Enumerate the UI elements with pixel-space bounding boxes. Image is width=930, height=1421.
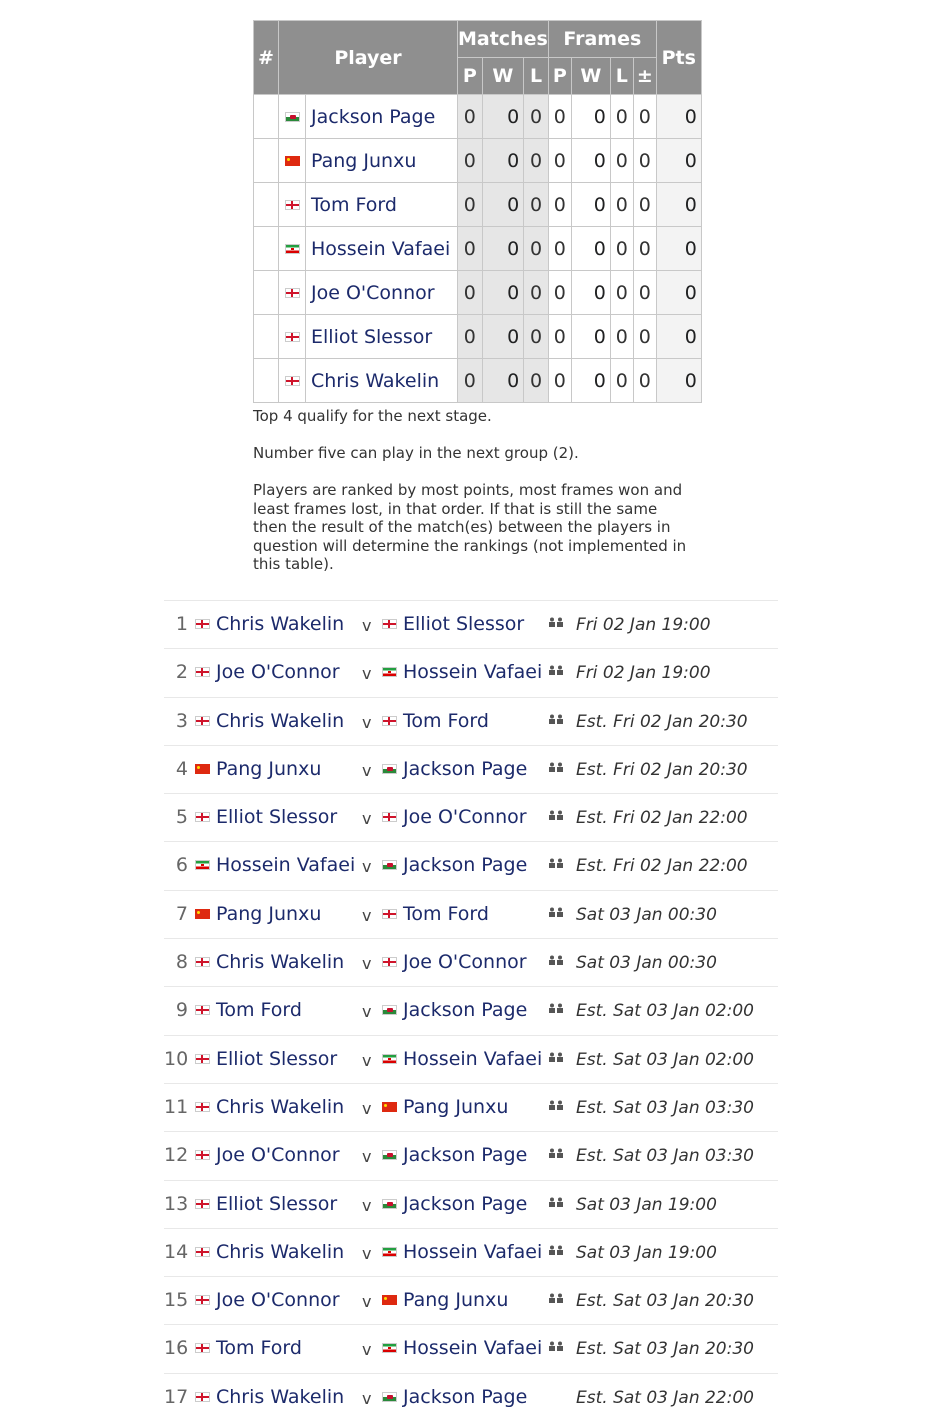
england-flag-icon — [195, 667, 210, 677]
matches-played-cell: 0 — [458, 359, 483, 403]
player-one-link[interactable]: Elliot Slessor — [216, 1192, 338, 1215]
head-to-head-icon[interactable] — [548, 1100, 564, 1113]
standings-row — [254, 139, 702, 183]
frames-diff-cell: 0 — [633, 95, 656, 139]
match-time: Sat 03 Jan 00:30 — [576, 953, 717, 974]
match-row — [164, 890, 778, 938]
head-to-head-icon[interactable] — [548, 955, 564, 968]
match-time: Est. Fri 02 Jan 20:30 — [576, 711, 748, 732]
rank-cell — [254, 227, 279, 271]
head-to-head-icon[interactable] — [548, 1197, 564, 1210]
rank-cell — [254, 183, 279, 227]
frames-diff-cell: 0 — [633, 227, 656, 271]
matches-won-cell: 0 — [482, 315, 524, 359]
match-time: Est. Sat 03 Jan 02:00 — [576, 1049, 754, 1070]
iran-flag-icon — [382, 1054, 397, 1064]
head-to-head-icon[interactable] — [548, 714, 564, 727]
player-two-link[interactable]: Hossein Vafaei — [403, 661, 543, 684]
points-cell: 0 — [656, 359, 701, 403]
iran-flag-icon — [382, 1247, 397, 1257]
match-number: 17 — [164, 1385, 189, 1408]
versus-label: v — [362, 1002, 372, 1022]
frames-played-cell: 0 — [548, 183, 571, 227]
frames-played-cell: 0 — [548, 359, 571, 403]
header-matches-lost: L — [524, 58, 549, 95]
player-two-link[interactable]: Hossein Vafaei — [403, 1047, 543, 1070]
points-cell: 0 — [656, 95, 701, 139]
flag-cell — [279, 95, 306, 139]
rank-cell — [254, 359, 279, 403]
england-flag-icon — [195, 1005, 210, 1015]
versus-label: v — [362, 616, 372, 635]
frames-diff-cell: 0 — [633, 139, 656, 183]
versus-label: v — [362, 1340, 372, 1360]
player-one-link[interactable]: Elliot Slessor — [216, 1047, 338, 1070]
frames-won-cell: 0 — [571, 95, 610, 139]
china-flag-icon — [195, 909, 210, 919]
match-row — [164, 745, 778, 793]
match-time: Sat 03 Jan 00:30 — [576, 904, 717, 925]
rank-cell — [254, 315, 279, 359]
match-number: 15 — [164, 1289, 189, 1312]
player-two-link[interactable]: Hossein Vafaei — [403, 1337, 543, 1360]
match-number: 9 — [175, 999, 188, 1022]
versus-label: v — [362, 1388, 372, 1408]
note-next-group: Number five can play in the next group (2). — [253, 444, 579, 462]
standings-row — [254, 227, 702, 271]
match-number: 1 — [175, 613, 188, 635]
frames-played-cell: 0 — [548, 271, 571, 315]
player-one-link[interactable]: Joe O'Connor — [216, 1144, 340, 1167]
match-number: 16 — [164, 1337, 189, 1360]
frames-diff-cell: 0 — [633, 359, 656, 403]
match-row — [164, 793, 778, 841]
matches-lost-cell: 0 — [524, 139, 549, 183]
player-two-link[interactable]: Elliot Slessor — [403, 613, 525, 635]
matches-played-cell: 0 — [458, 183, 483, 227]
points-cell: 0 — [656, 183, 701, 227]
frames-played-cell: 0 — [548, 315, 571, 359]
rank-cell — [254, 139, 279, 183]
versus-label: v — [362, 905, 372, 925]
frames-lost-cell: 0 — [610, 315, 633, 359]
match-row — [164, 600, 778, 648]
header-frames-played: P — [548, 58, 571, 95]
player-name-link[interactable]: Chris Wakelin — [306, 359, 458, 403]
england-flag-icon — [195, 619, 210, 629]
header-matches-won: W — [482, 58, 524, 95]
match-time: Est. Sat 03 Jan 20:30 — [576, 1339, 754, 1360]
versus-label: v — [362, 1147, 372, 1167]
flag-cell — [279, 315, 306, 359]
match-time: Est. Fri 02 Jan 22:00 — [576, 856, 748, 877]
match-number: 8 — [175, 951, 188, 974]
england-flag-icon — [285, 376, 300, 386]
player-one-link[interactable]: Chris Wakelin — [216, 1240, 345, 1263]
standings-row — [254, 315, 702, 359]
versus-label: v — [362, 954, 372, 974]
points-cell: 0 — [656, 271, 701, 315]
wales-flag-icon — [382, 1005, 397, 1015]
match-number: 11 — [164, 1095, 189, 1118]
header-rank: # — [254, 21, 279, 95]
standings-row — [254, 359, 702, 403]
head-to-head-icon[interactable] — [548, 617, 564, 630]
player-name-link[interactable]: Jackson Page — [306, 95, 458, 139]
header-matches-played: P — [458, 58, 483, 95]
player-name-link[interactable]: Tom Ford — [306, 183, 458, 227]
rank-cell — [254, 271, 279, 315]
match-number: 13 — [164, 1192, 189, 1215]
matches-won-cell: 0 — [482, 271, 524, 315]
england-flag-icon — [382, 619, 397, 629]
player-one-link[interactable]: Joe O'Connor — [216, 661, 340, 684]
match-row — [164, 1276, 778, 1324]
head-to-head-icon[interactable] — [548, 1293, 564, 1306]
china-flag-icon — [285, 156, 300, 166]
match-time: Fri 02 Jan 19:00 — [576, 615, 711, 635]
england-flag-icon — [382, 909, 397, 919]
england-flag-icon — [285, 288, 300, 298]
versus-label: v — [362, 1195, 372, 1215]
versus-label: v — [362, 712, 372, 732]
match-row — [164, 1180, 778, 1228]
header-frames-diff: ± — [633, 58, 656, 95]
match-time: Est. Fri 02 Jan 22:00 — [576, 808, 748, 829]
frames-lost-cell: 0 — [610, 271, 633, 315]
wales-flag-icon — [285, 112, 300, 122]
england-flag-icon — [195, 1150, 210, 1160]
match-number: 7 — [175, 902, 188, 925]
head-to-head-icon[interactable] — [548, 762, 564, 775]
standings-row — [254, 271, 702, 315]
england-flag-icon — [195, 1102, 210, 1112]
england-flag-icon — [195, 812, 210, 822]
frames-won-cell: 0 — [571, 227, 610, 271]
match-row — [164, 648, 778, 696]
match-row — [164, 938, 778, 986]
match-row — [164, 697, 778, 745]
england-flag-icon — [382, 716, 397, 726]
matches-played-cell: 0 — [458, 139, 483, 183]
matches-lost-cell: 0 — [524, 95, 549, 139]
england-flag-icon — [285, 200, 300, 210]
frames-lost-cell: 0 — [610, 227, 633, 271]
match-time: Sat 03 Jan 19:00 — [576, 1242, 717, 1263]
match-number: 6 — [175, 854, 188, 877]
iran-flag-icon — [382, 1343, 397, 1353]
player-two-link[interactable]: Jackson Page — [403, 1385, 528, 1408]
player-one-link[interactable]: Hossein Vafaei — [216, 854, 356, 877]
player-two-link[interactable]: Jackson Page — [403, 999, 528, 1022]
frames-won-cell: 0 — [571, 139, 610, 183]
match-number: 14 — [164, 1240, 189, 1263]
versus-label: v — [362, 857, 372, 877]
player-one-link[interactable]: Chris Wakelin — [216, 709, 345, 732]
iran-flag-icon — [195, 860, 210, 870]
match-time: Est. Fri 02 Jan 20:30 — [576, 759, 748, 780]
frames-lost-cell: 0 — [610, 183, 633, 227]
china-flag-icon — [382, 1295, 397, 1305]
matches-played-cell: 0 — [458, 227, 483, 271]
matches-won-cell: 0 — [482, 95, 524, 139]
player-one-link[interactable]: Chris Wakelin — [216, 1095, 345, 1118]
head-to-head-icon[interactable] — [548, 858, 564, 871]
head-to-head-icon[interactable] — [548, 907, 564, 920]
player-one-link[interactable]: Elliot Slessor — [216, 806, 338, 829]
frames-won-cell: 0 — [571, 271, 610, 315]
wales-flag-icon — [382, 1199, 397, 1209]
match-number: 4 — [175, 757, 188, 780]
player-two-link[interactable]: Hossein Vafaei — [403, 1240, 543, 1263]
match-row — [164, 1035, 778, 1083]
china-flag-icon — [195, 764, 210, 774]
frames-lost-cell: 0 — [610, 359, 633, 403]
head-to-head-icon[interactable] — [548, 1003, 564, 1016]
flag-cell — [279, 183, 306, 227]
player-name-link[interactable]: Elliot Slessor — [306, 315, 458, 359]
england-flag-icon — [195, 1247, 210, 1257]
england-flag-icon — [195, 1343, 210, 1353]
header-matches: Matches — [458, 21, 549, 58]
matches-played-cell: 0 — [458, 95, 483, 139]
matches-won-cell: 0 — [482, 227, 524, 271]
match-time: Est. Sat 03 Jan 22:00 — [576, 1387, 754, 1408]
flag-cell — [279, 139, 306, 183]
england-flag-icon — [382, 812, 397, 822]
matches-lost-cell: 0 — [524, 271, 549, 315]
versus-label: v — [362, 1098, 372, 1118]
matches-lost-cell: 0 — [524, 227, 549, 271]
match-number: 5 — [175, 806, 188, 829]
frames-lost-cell: 0 — [610, 95, 633, 139]
player-two-link[interactable]: Jackson Page — [403, 1144, 528, 1167]
match-number: 3 — [175, 709, 188, 732]
player-one-link[interactable]: Pang Junxu — [216, 902, 322, 925]
match-time: Est. Sat 03 Jan 20:30 — [576, 1291, 754, 1312]
match-row — [164, 841, 778, 889]
versus-label: v — [362, 1243, 372, 1263]
versus-label: v — [362, 1292, 372, 1312]
match-row — [164, 1373, 778, 1421]
head-to-head-icon[interactable] — [548, 1052, 564, 1065]
player-one-link[interactable]: Tom Ford — [216, 999, 302, 1022]
england-flag-icon — [382, 957, 397, 967]
player-one-link[interactable]: Tom Ford — [216, 1337, 302, 1360]
matches-lost-cell: 0 — [524, 315, 549, 359]
head-to-head-icon[interactable] — [548, 810, 564, 823]
wales-flag-icon — [382, 1150, 397, 1160]
frames-won-cell: 0 — [571, 315, 610, 359]
header-frames-won: W — [571, 58, 610, 95]
player-two-link[interactable]: Pang Junxu — [403, 1289, 509, 1312]
player-name-link[interactable]: Hossein Vafaei — [306, 227, 458, 271]
player-two-link[interactable]: Pang Junxu — [403, 1095, 509, 1118]
points-cell: 0 — [656, 227, 701, 271]
china-flag-icon — [382, 1102, 397, 1112]
frames-won-cell: 0 — [571, 359, 610, 403]
match-row — [164, 1324, 778, 1372]
player-two-link[interactable]: Jackson Page — [403, 854, 528, 877]
player-two-link[interactable]: Joe O'Connor — [403, 806, 527, 829]
player-one-link[interactable]: Chris Wakelin — [216, 951, 345, 974]
england-flag-icon — [195, 1392, 210, 1402]
frames-won-cell: 0 — [571, 183, 610, 227]
matches-lost-cell: 0 — [524, 183, 549, 227]
matches-played-cell: 0 — [458, 271, 483, 315]
flag-cell — [279, 271, 306, 315]
england-flag-icon — [195, 1054, 210, 1064]
header-frames: Frames — [548, 21, 656, 58]
standings-row — [254, 183, 702, 227]
note-ranking-rules: Players are ranked by most points, most frames won and least frames lost, in that order. If that is still the same then the result of the match(es) between the players in question will determine the rankings (not implemented in this table). — [253, 481, 687, 573]
matches-won-cell: 0 — [482, 139, 524, 183]
player-two-link[interactable]: Joe O'Connor — [403, 951, 527, 974]
match-time: Fri 02 Jan 19:00 — [576, 663, 711, 684]
standings-table — [253, 20, 702, 403]
note-qualify: Top 4 qualify for the next stage. — [253, 407, 492, 425]
match-time: Sat 03 Jan 19:00 — [576, 1194, 717, 1215]
points-cell: 0 — [656, 139, 701, 183]
player-two-link[interactable]: Jackson Page — [403, 1192, 528, 1215]
matches-lost-cell: 0 — [524, 359, 549, 403]
frames-lost-cell: 0 — [610, 139, 633, 183]
player-one-link[interactable]: Chris Wakelin — [216, 1385, 345, 1408]
head-to-head-icon[interactable] — [548, 1148, 564, 1161]
head-to-head-icon[interactable] — [548, 1341, 564, 1354]
header-player: Player — [279, 21, 458, 95]
matches-won-cell: 0 — [482, 183, 524, 227]
england-flag-icon — [195, 957, 210, 967]
iran-flag-icon — [285, 244, 300, 254]
rank-cell — [254, 95, 279, 139]
match-row — [164, 986, 778, 1034]
player-two-link[interactable]: Tom Ford — [403, 902, 489, 925]
england-flag-icon — [285, 332, 300, 342]
iran-flag-icon — [382, 667, 397, 677]
player-one-link[interactable]: Pang Junxu — [216, 757, 322, 780]
frames-played-cell: 0 — [548, 227, 571, 271]
flag-cell — [279, 359, 306, 403]
header-pts: Pts — [656, 21, 701, 95]
versus-label: v — [362, 664, 372, 684]
frames-diff-cell: 0 — [633, 183, 656, 227]
points-cell: 0 — [656, 315, 701, 359]
match-row — [164, 1131, 778, 1179]
player-name-link[interactable]: Pang Junxu — [306, 139, 458, 183]
wales-flag-icon — [382, 1392, 397, 1402]
versus-label: v — [362, 1050, 372, 1070]
player-two-link[interactable]: Jackson Page — [403, 757, 528, 780]
frames-played-cell: 0 — [548, 95, 571, 139]
standings-row — [254, 95, 702, 139]
frames-played-cell: 0 — [548, 139, 571, 183]
england-flag-icon — [195, 1199, 210, 1209]
flag-cell — [279, 227, 306, 271]
frames-diff-cell: 0 — [633, 271, 656, 315]
matches-played-cell: 0 — [458, 315, 483, 359]
header-frames-lost: L — [610, 58, 633, 95]
frames-diff-cell: 0 — [633, 315, 656, 359]
versus-label: v — [362, 809, 372, 829]
match-number: 12 — [164, 1144, 189, 1167]
player-one-link[interactable]: Chris Wakelin — [216, 613, 345, 635]
player-name-link[interactable]: Joe O'Connor — [306, 271, 458, 315]
versus-label: v — [362, 760, 372, 780]
england-flag-icon — [195, 716, 210, 726]
match-number: 2 — [175, 661, 188, 684]
match-time: Est. Sat 03 Jan 03:30 — [576, 1146, 754, 1167]
england-flag-icon — [195, 1295, 210, 1305]
player-one-link[interactable]: Joe O'Connor — [216, 1289, 340, 1312]
match-row — [164, 1228, 778, 1276]
match-row — [164, 1083, 778, 1131]
head-to-head-icon[interactable] — [548, 1245, 564, 1258]
wales-flag-icon — [382, 764, 397, 774]
head-to-head-icon[interactable] — [548, 665, 564, 678]
player-two-link[interactable]: Tom Ford — [403, 709, 489, 732]
match-time: Est. Sat 03 Jan 02:00 — [576, 1001, 754, 1022]
match-number: 10 — [164, 1047, 189, 1070]
match-time: Est. Sat 03 Jan 03:30 — [576, 1097, 754, 1118]
wales-flag-icon — [382, 860, 397, 870]
matches-won-cell: 0 — [482, 359, 524, 403]
match-schedule — [164, 600, 778, 1421]
